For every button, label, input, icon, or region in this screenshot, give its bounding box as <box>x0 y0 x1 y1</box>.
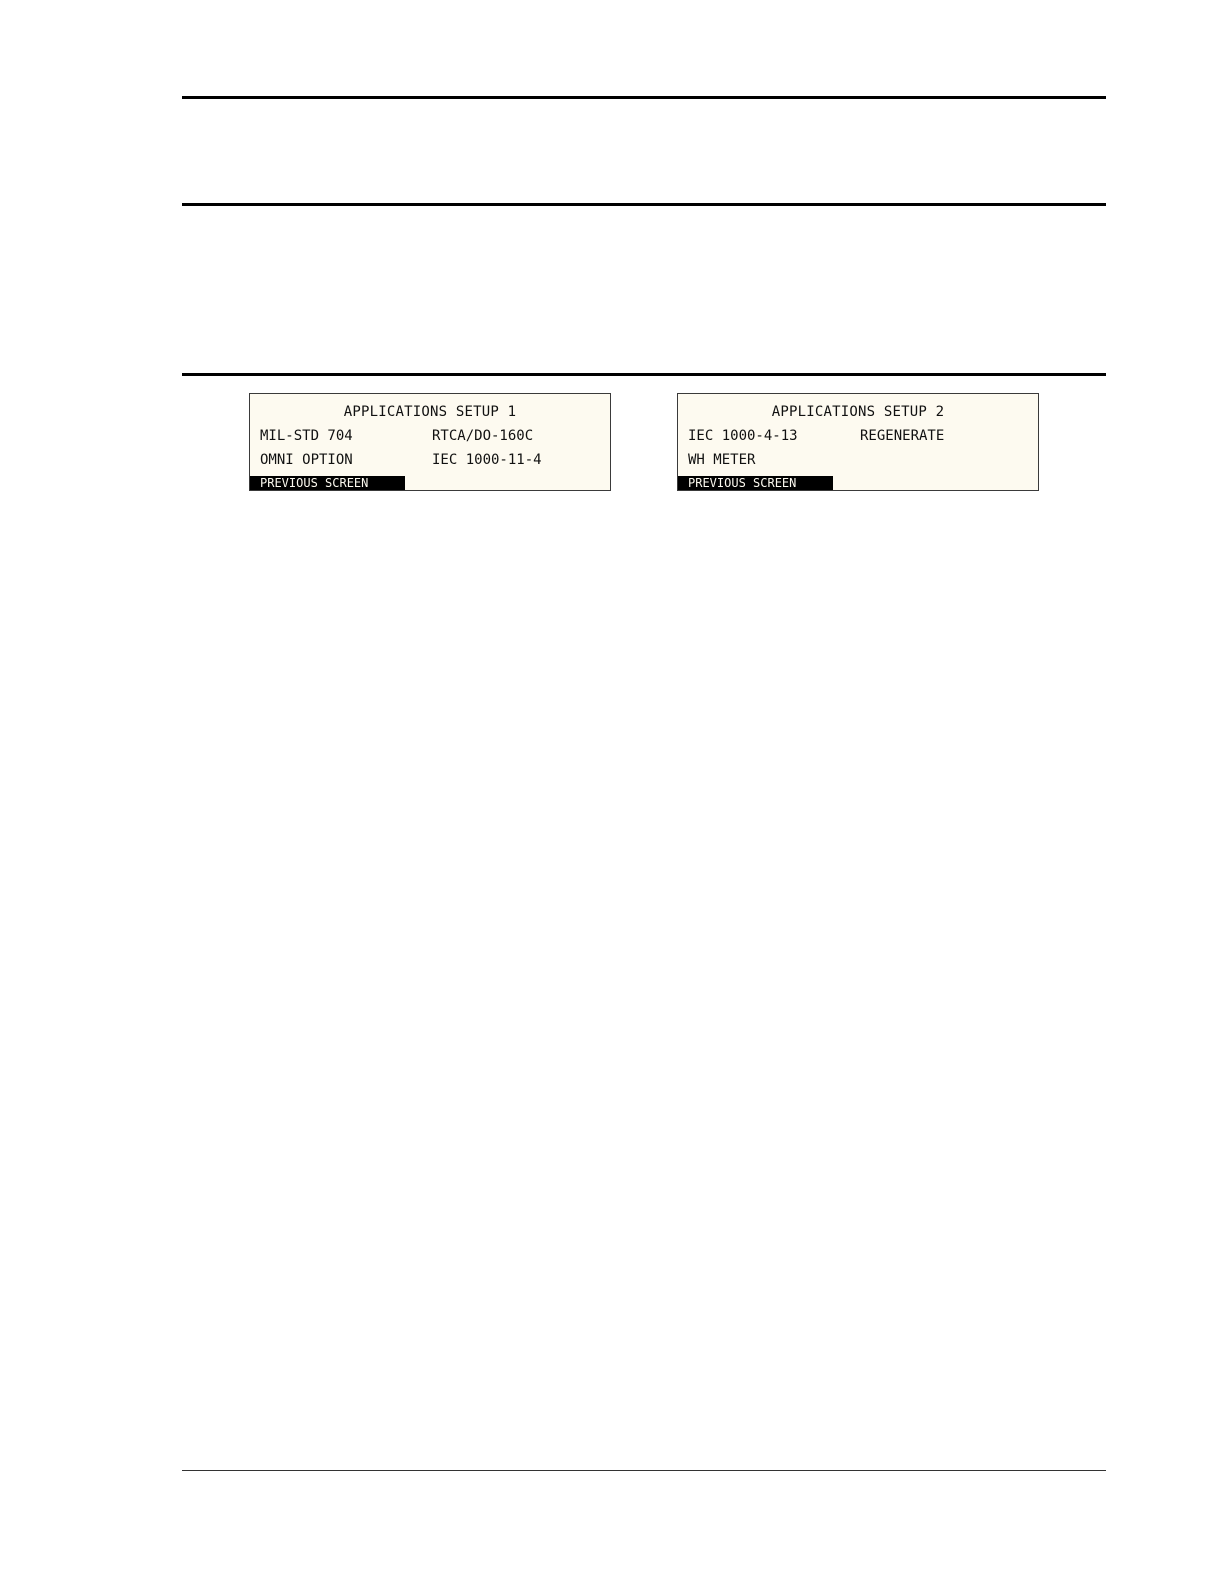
menu-item-mil-std-704[interactable]: MIL-STD 704 <box>260 428 353 444</box>
menu-item-rtca-do-160c[interactable]: RTCA/DO-160C <box>432 428 534 444</box>
screen-title: APPLICATIONS SETUP 1 <box>343 404 517 420</box>
screen-title: APPLICATIONS SETUP 2 <box>771 404 945 420</box>
menu-item-regenerate[interactable]: REGENERATE <box>860 428 945 444</box>
previous-screen-soft-key[interactable]: PREVIOUS SCREEN <box>678 476 833 490</box>
menu-item-iec-1000-11-4[interactable]: IEC 1000-11-4 <box>432 452 542 468</box>
previous-screen-soft-key[interactable]: PREVIOUS SCREEN <box>250 476 405 490</box>
menu-item-iec-1000-4-13[interactable]: IEC 1000-4-13 <box>688 428 798 444</box>
header-rule-top <box>182 96 1106 99</box>
menu-item-wh-meter[interactable]: WH METER <box>688 452 756 468</box>
lcd-screen-applications-setup-2 <box>677 393 1039 491</box>
menu-item-omni-option[interactable]: OMNI OPTION <box>260 452 353 468</box>
footer-rule <box>182 1470 1106 1471</box>
lcd-screen-applications-setup-1 <box>249 393 611 491</box>
section-rule <box>182 373 1106 376</box>
header-rule-middle <box>182 203 1106 206</box>
